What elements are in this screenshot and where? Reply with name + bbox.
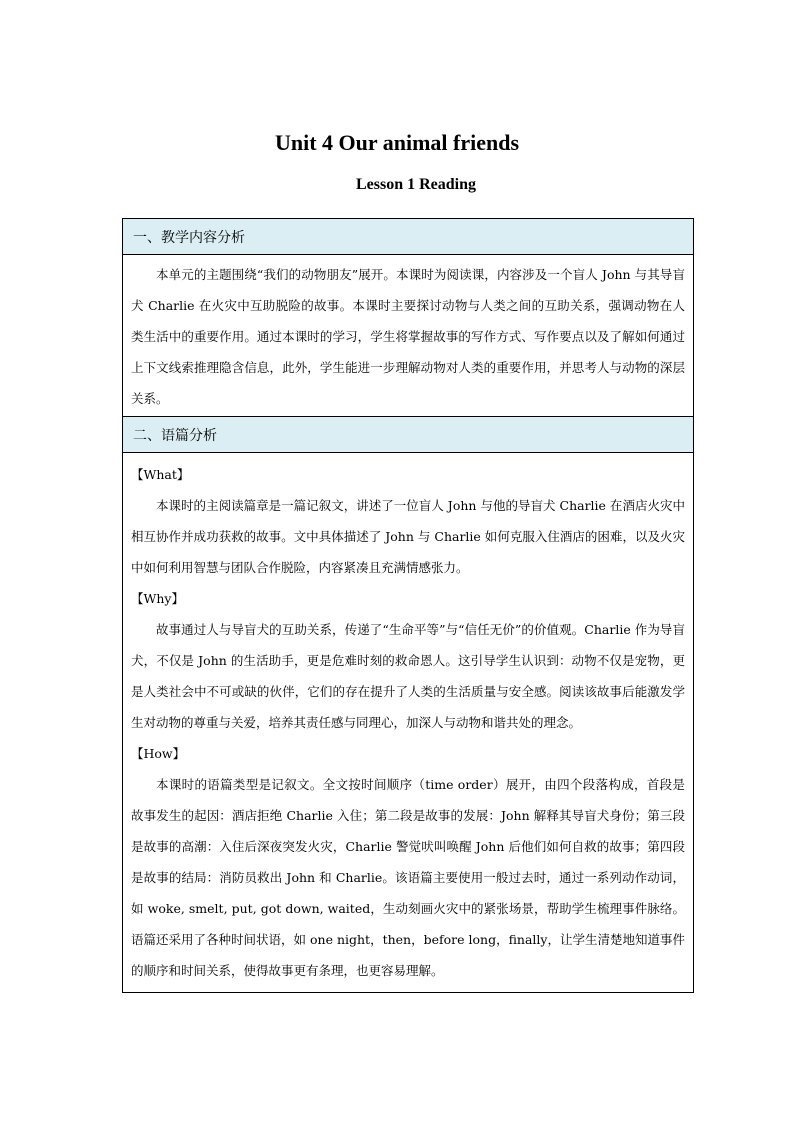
- analysis-table: [122, 218, 694, 993]
- document-title: Unit 4 Our animal friends: [274, 130, 520, 155]
- section-heading-content-analysis: 一、教学内容分析: [123, 219, 693, 255]
- what-paragraph: 本课时的主阅读篇章是一篇记叙文，讲述了一位盲人 John 与他的导盲犬 Charlie 在酒店火灾中相互协作并成功获救的故事。文中具体描述了 John 与 Charlie 如何克服入住酒店的困难，以及火灾中如何利用智慧与团队合作脱险，内容紧凑且充满情感张力。: [131, 498, 685, 575]
- how-paragraph: 本课时的语篇类型是记叙文。全文按时间顺序（time order）展开，由四个段落构成，首段是故事发生的起因：酒店拒绝 Charlie 入住；第二段是故事的发展：John 解释其导盲犬身份；第三段是故事的高潮：入住后深夜突发火灾，Charlie 警觉吠叫唤醒 John 后他们如何自救的故事；第四段是故事的结局：消防员救出 John 和 Charlie。该语篇主要使用一般过去时，通过一系列动作动词，如 woke, smelt, put, got down, waited，生动刻画火灾中的紧张场景，帮助学生梳理事件脉络。语篇还采用了各种时间状语，如 one night，then，before long，finally，让学生清楚地知道事件的顺序和时间关系，使得故事更有条理，也更容易理解。: [131, 777, 685, 978]
- document-subtitle: Lesson 1 Reading: [355, 176, 477, 193]
- what-tag: 【What】: [131, 467, 190, 482]
- content-analysis-paragraph: 本单元的主题围绕“我们的动物朋友”展开。本课时为阅读课，内容涉及一个盲人 John 与其导盲犬 Charlie 在火灾中互助脱险的故事。本课时主要探讨动物与人类之间的互助关系，强调动物在人类生活中的重要作用。通过本课时的学习，学生将掌握故事的写作方式、写作要点以及了解如何通过上下文线索推理隐含信息，此外，学生能进一步理解动物对人类的重要作用，并思考人与动物的深层关系。: [131, 267, 685, 406]
- section-body-text-analysis: [123, 453, 693, 992]
- section-body-content-analysis: [123, 255, 693, 417]
- how-tag: 【How】: [131, 746, 186, 761]
- why-paragraph: 故事通过人与导盲犬的互助关系，传递了“生命平等”与“信任无价”的价值观。Charlie 作为导盲犬，不仅是 John 的生活助手，更是危难时刻的救命恩人。这引导学生认识到：动物不仅是宠物，更是人类社会中不可或缺的伙伴，它们的存在提升了人类的生活质量与安全感。阅读该故事后能激发学生对动物的尊重与关爱，培养其责任感与同理心，加深人与动物和谐共处的理念。: [131, 622, 685, 730]
- why-tag: 【Why】: [131, 591, 184, 606]
- section-heading-text-analysis: 二、语篇分析: [123, 417, 693, 453]
